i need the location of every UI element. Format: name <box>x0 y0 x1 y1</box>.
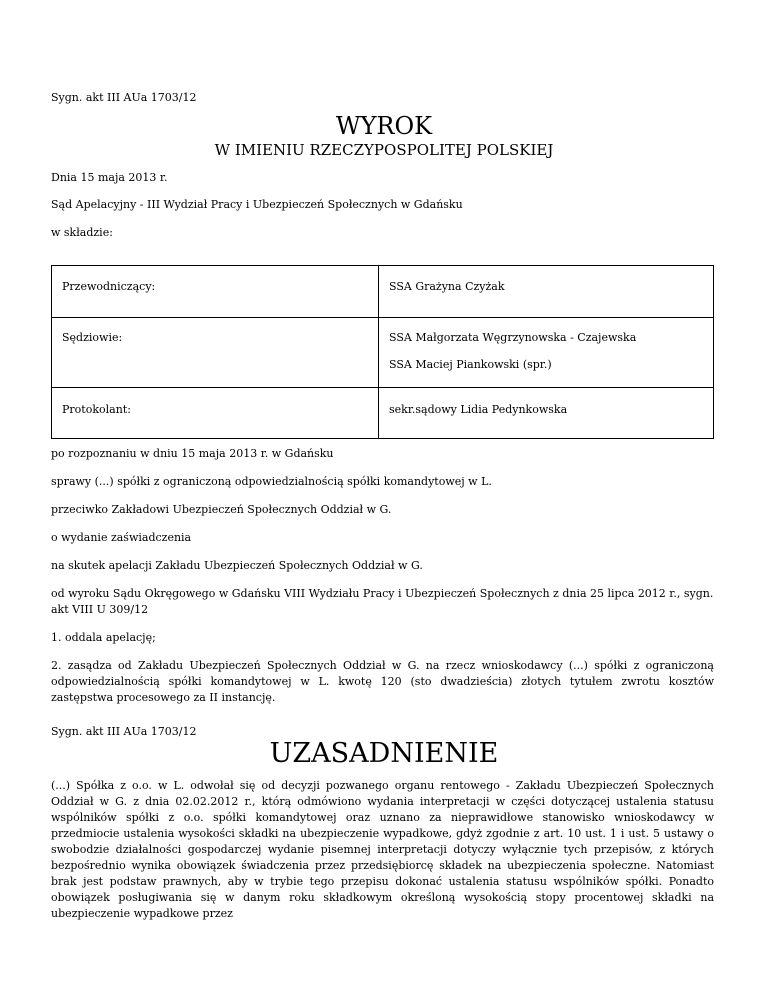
panel-names-cell <box>379 266 714 318</box>
panel-role-cell <box>52 388 379 439</box>
appeal-line: na skutek apelacji Zakładu Ubezpieczeń Społecznych Oddział w G. <box>51 559 423 572</box>
ruling-item-2: 2. zasądza od Zakładu Ubezpieczeń Społecznych Oddział w G. na rzecz wnioskodawcy (...) spółki z ograniczoną odpowiedzialnością spółki komandytowej w L. kwotę 120 (sto dwadzieścia) złotych tytułem zwrotu kosztów zastępstwa procesowego za II instancję. <box>51 659 714 704</box>
panel-name-clerk: sekr.sądowy Lidia Pedynkowska <box>389 403 568 416</box>
panel-role-cell <box>52 266 379 318</box>
considered-line: po rozpoznaniu w dniu 15 maja 2013 r. w Gdańsku <box>51 447 334 460</box>
panel-role-judges: Sędziowie: <box>62 331 123 344</box>
panel-role-cell <box>52 318 379 388</box>
justification-title: UZASADNIENIE <box>269 738 499 769</box>
panel-name-presiding: SSA Grażyna Czyżak <box>389 280 505 293</box>
panel-row-presiding <box>52 266 714 318</box>
subject-line: o wydanie zaświadczenia <box>51 531 192 544</box>
court-panel-table <box>51 265 714 439</box>
judgment-subtitle: W IMIENIU RZECZYPOSPOLITEJ POLSKIEJ <box>214 141 554 159</box>
ruling-item-1: 1. oddala apelację; <box>51 631 156 644</box>
court-name: Sąd Apelacyjny - III Wydział Pracy i Ubezpieczeń Społecznych w Gdańsku <box>51 198 463 211</box>
composition-label: w składzie: <box>51 226 113 239</box>
case-line: sprawy (...) spółki z ograniczoną odpowiedzialnością spółki komandytowej w L. <box>51 475 492 488</box>
panel-row-clerk <box>52 388 714 439</box>
panel-name-judge-1: SSA Małgorzata Węgrzynowska - Czajewska <box>389 331 637 344</box>
appealed-judgment-paragraph: od wyroku Sądu Okręgowego w Gdańsku VIII Wydziału Pracy i Ubezpieczeń Społecznych z dnia 25 lipca 2012 r., sygn. akt VIII U 309/12 <box>51 587 714 616</box>
panel-names-cell <box>379 388 714 439</box>
panel-names-cell <box>379 318 714 388</box>
justification-paragraph: (...) Spółka z o.o. w L. odwołał się od decyzji pozwanego organu rentowego - Zakładu Ubezpieczeń Społecznych Oddział w G. z dnia 02.02.2012 r., którą odmówiono wydania interpretacji w części dotyczącej ustalenia statusu wspólników spółki z o.o. spółki komandytowej oraz uznano za nieprawidłowe stanowisko wnioskodawcy w przedmiocie ustalenia wysokości składki na ubezpieczenie wypadkowe, gdyż zgodnie z art. 10 ust. 1 i ust. 5 ustawy o swobodzie działalności gospodarczej wydanie pisemnej interpretacji dotyczy wyłącznie tych przepisów, z których bezpośrednio wynika obowiązek świadczenia przez przedsiębiorcę składek na ubezpieczenia społeczne. Natomiast brak jest podstaw prawnych, aby w trybie tego przepisu dokonać ustalenia statusu wspólników spółki. Ponadto obowiązek posługiwania się w danym roku składkowym określoną wysokością stopy procentowej składki na ubezpieczenie wypadkowe przez <box>51 779 714 920</box>
case-signature-bottom: Sygn. akt III AUa 1703/12 <box>51 725 197 738</box>
panel-role-presiding: Przewodniczący: <box>62 280 156 293</box>
case-signature-top: Sygn. akt III AUa 1703/12 <box>51 91 197 104</box>
judgment-title: WYROK <box>335 112 433 140</box>
panel-role-clerk: Protokolant: <box>62 403 131 416</box>
against-line: przeciwko Zakładowi Ubezpieczeń Społecznych Oddział w G. <box>51 503 392 516</box>
judgment-date: Dnia 15 maja 2013 r. <box>51 171 168 184</box>
panel-row-judges <box>52 318 714 388</box>
panel-name-judge-2: SSA Maciej Piankowski (spr.) <box>389 358 552 371</box>
